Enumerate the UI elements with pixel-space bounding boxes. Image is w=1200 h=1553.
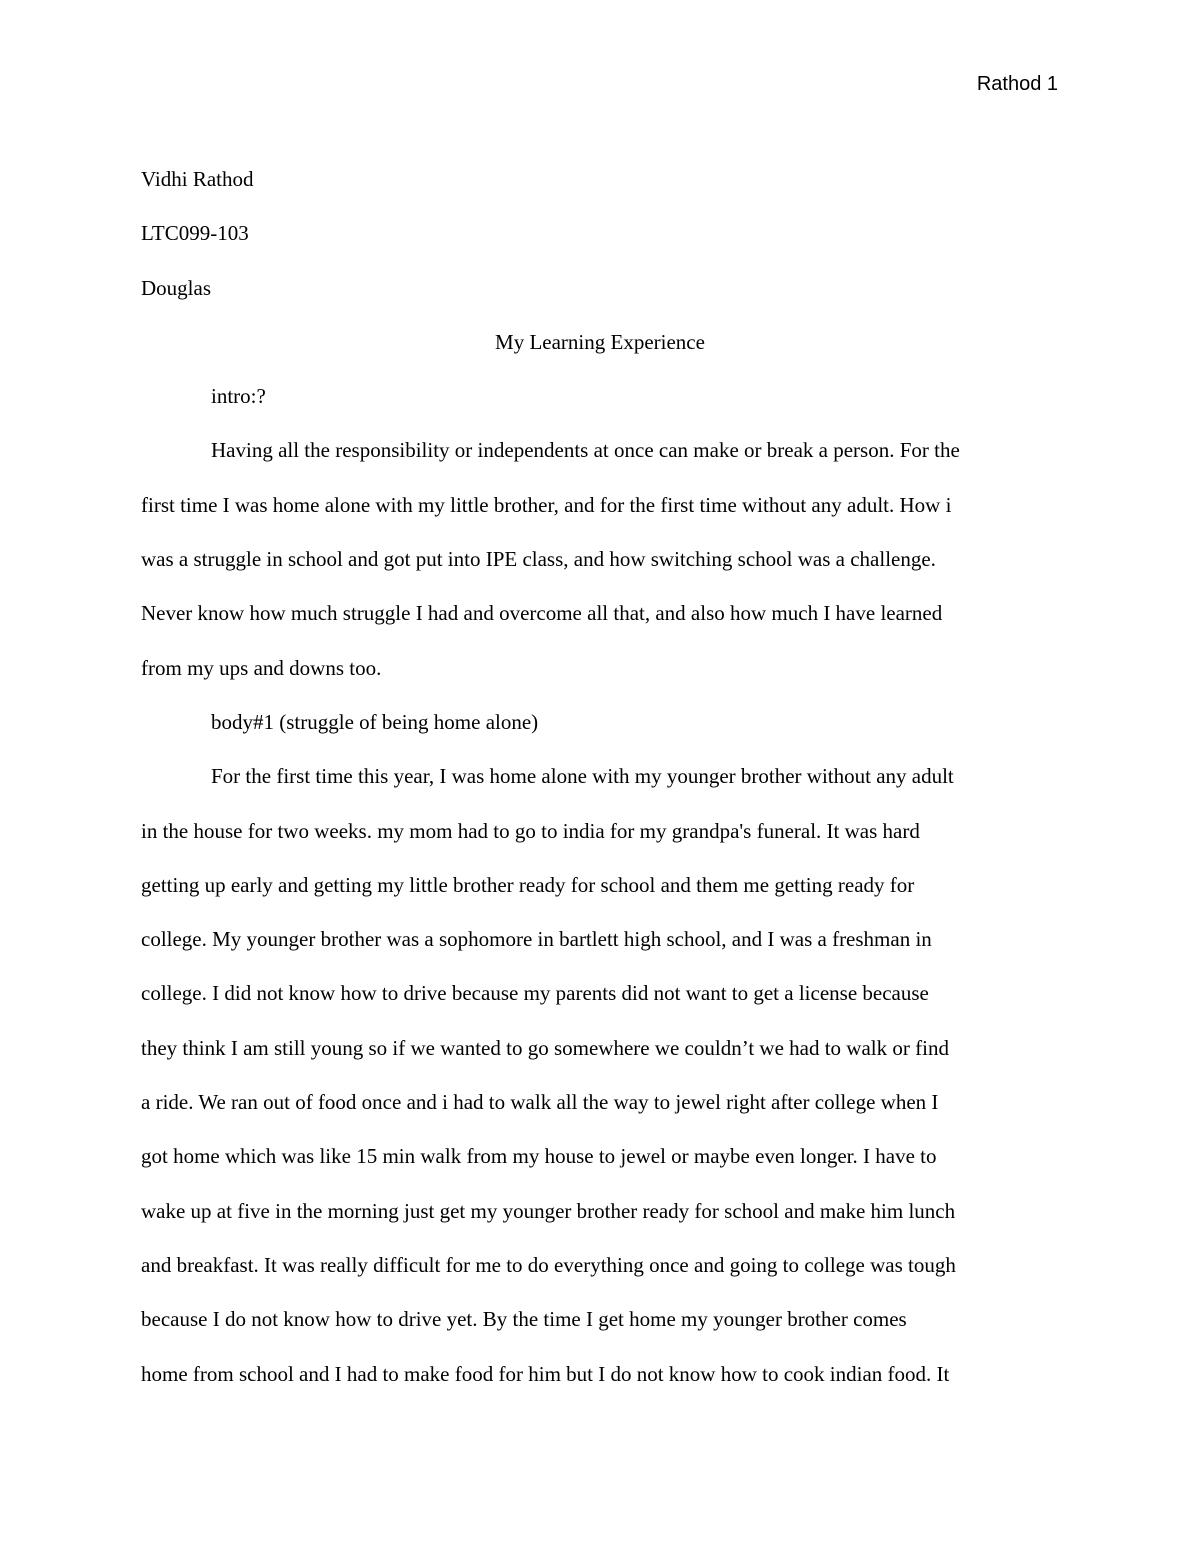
paragraph-line: Having all the responsibility or independents at once can make or break a person. For the: [211, 438, 960, 463]
body1-label: body#1 (struggle of being home alone): [211, 709, 539, 734]
paragraph-line: Never know how much struggle I had and overcome all that, and also how much I have learned: [141, 601, 943, 626]
paragraph-line: they think I am still young so if we wanted to go somewhere we couldn’t we had to walk or find: [141, 1035, 949, 1060]
course-code: LTC099-103: [141, 221, 249, 246]
paragraph-line: getting up early and getting my little brother ready for school and them me getting ready for: [141, 872, 915, 897]
paragraph-line: home from school and I had to make food for him but I do not know how to cook indian food. It: [141, 1361, 950, 1386]
instructor-name: Douglas: [141, 275, 211, 300]
paragraph-line: college. My younger brother was a sophomore in bartlett high school, and I was a freshman in: [141, 927, 932, 952]
body1-paragraph: [141, 749, 1059, 1401]
document-body: [141, 152, 1059, 1401]
author-name: Vidhi Rathod: [141, 167, 254, 191]
paragraph-line: got home which was like 15 min walk from my house to jewel or maybe even longer. I have to: [141, 1144, 937, 1169]
paragraph-line: was a struggle in school and got put into IPE class, and how switching school was a challenge.: [141, 547, 936, 572]
essay-title: My Learning Experience: [495, 329, 705, 354]
paragraph-line: a ride. We ran out of food once and i had to walk all the way to jewel right after college when I: [141, 1090, 939, 1115]
paragraph-line: and breakfast. It was really difficult for me to do everything once and going to college was tough: [141, 1252, 956, 1277]
paragraph-line: because I do not know how to drive yet. By the time I get home my younger brother comes: [141, 1307, 907, 1332]
paragraph-line: in the house for two weeks. my mom had to go to india for my grandpa's funeral. It was hard: [141, 818, 920, 843]
paragraph-line: college. I did not know how to drive because my parents did not want to get a license because: [141, 981, 929, 1006]
paragraph-line: wake up at five in the morning just get my younger brother ready for school and make him lunch: [141, 1198, 956, 1223]
paragraph-line: For the first time this year, I was home alone with my younger brother without any adult: [211, 764, 954, 789]
paragraph-line: from my ups and downs too.: [141, 655, 382, 680]
intro-label: intro:?: [211, 384, 266, 409]
intro-paragraph: [141, 423, 1059, 694]
paragraph-line: first time I was home alone with my little brother, and for the first time without any adult. How i: [141, 492, 952, 517]
page-header: Rathod 1: [976, 73, 1058, 95]
